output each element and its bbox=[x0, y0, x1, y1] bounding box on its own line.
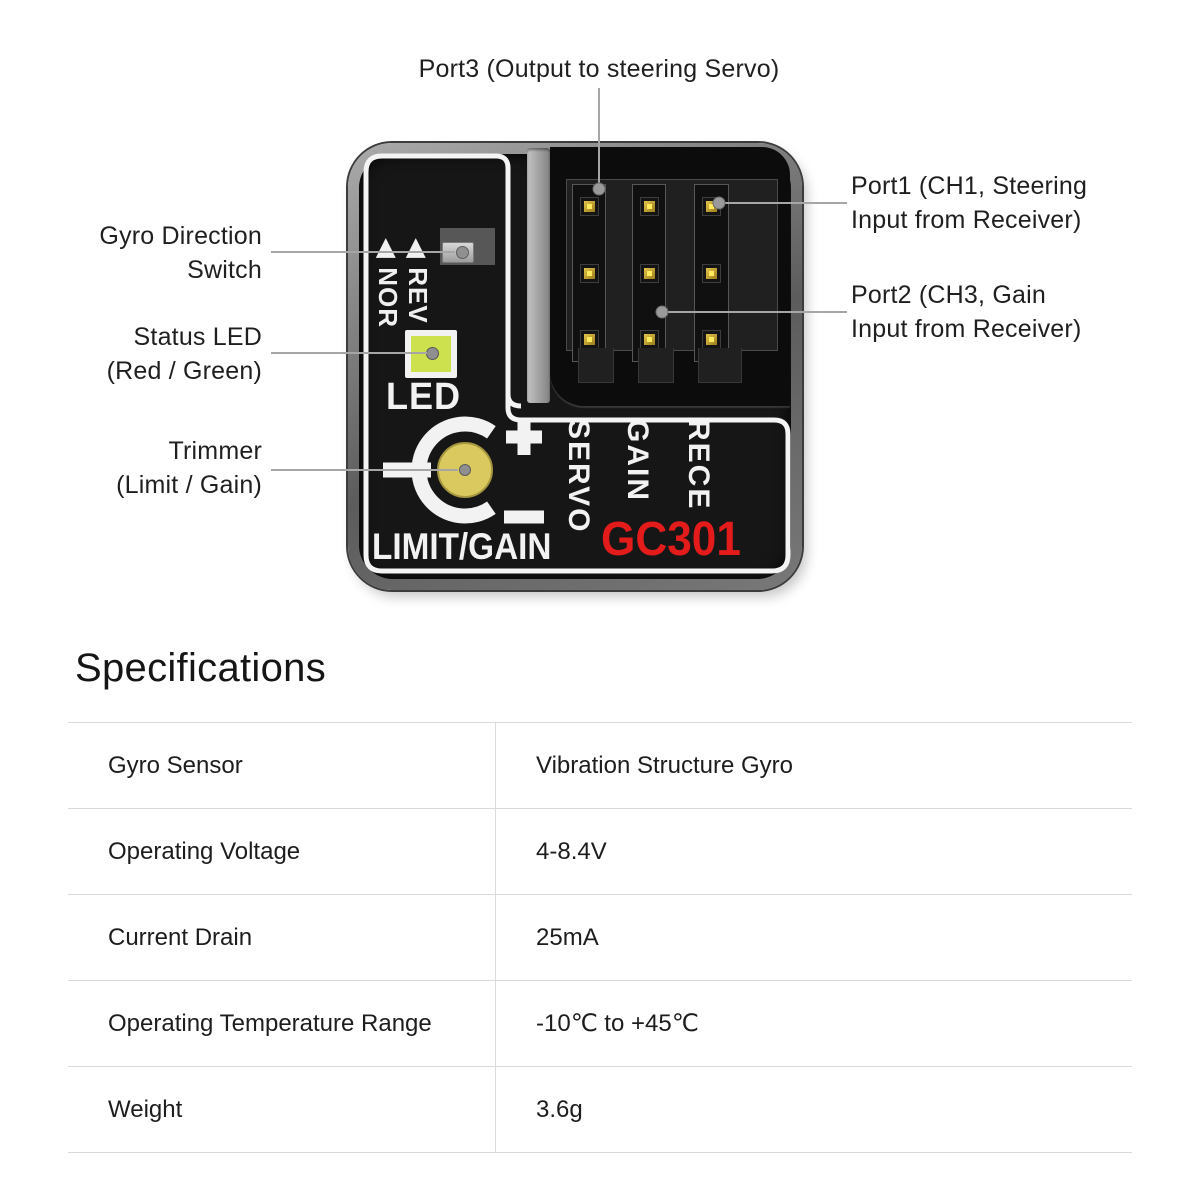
pin bbox=[703, 265, 720, 282]
spec-value: -10℃ to +45℃ bbox=[495, 981, 1132, 1066]
connector-slot-port1 bbox=[694, 184, 729, 362]
connector-slot-port2 bbox=[632, 184, 666, 362]
trimmer-label-line1: Trimmer bbox=[168, 437, 262, 465]
port1-label bbox=[851, 169, 1087, 237]
spec-value: 25mA bbox=[495, 895, 1132, 980]
table-row bbox=[68, 980, 1132, 1066]
port3-label: Port3 (Output to steering Servo) bbox=[418, 55, 780, 83]
limit-gain-marking: LIMIT/GAIN bbox=[372, 526, 552, 567]
spec-label: Current Drain bbox=[108, 923, 253, 951]
pin bbox=[641, 331, 658, 348]
switch-knob-dot bbox=[456, 246, 469, 259]
table-row bbox=[68, 1066, 1132, 1153]
spec-label: Operating Temperature Range bbox=[108, 1009, 432, 1037]
pin bbox=[641, 265, 658, 282]
port1-label-line1: Port1 (CH1, Steering bbox=[851, 172, 1088, 200]
status-led-dot bbox=[426, 347, 439, 360]
pin bbox=[641, 198, 658, 215]
connector-tab bbox=[638, 348, 674, 383]
status-led-label-line2: (Red / Green) bbox=[106, 357, 262, 385]
table-row bbox=[68, 808, 1132, 894]
servo-port-marking: SERVO bbox=[562, 419, 595, 534]
pin bbox=[581, 198, 598, 215]
switch-direction-markings bbox=[373, 238, 433, 348]
gyro-switch-label-line1: Gyro Direction bbox=[99, 222, 262, 250]
spec-label: Weight bbox=[108, 1095, 183, 1123]
spec-label: Operating Voltage bbox=[108, 837, 301, 865]
spec-value: Vibration Structure Gyro bbox=[495, 723, 1132, 808]
pin bbox=[581, 265, 598, 282]
table-row bbox=[68, 722, 1132, 808]
port1-label-line2: Input from Receiver) bbox=[851, 206, 1082, 234]
spec-label: Gyro Sensor bbox=[108, 751, 243, 779]
connector-tab bbox=[698, 348, 742, 383]
recess-side-band bbox=[527, 148, 550, 403]
model-number-marking: GC301 bbox=[601, 513, 741, 566]
connector-tab bbox=[578, 348, 614, 383]
spec-value: 3.6g bbox=[495, 1067, 1132, 1152]
trimmer-label-line2: (Limit / Gain) bbox=[116, 471, 262, 499]
pin bbox=[703, 198, 720, 215]
port2-label-line1: Port2 (CH3, Gain bbox=[851, 281, 1046, 309]
gyro-switch-label-line2: Switch bbox=[187, 256, 262, 284]
trimmer-label bbox=[116, 434, 262, 502]
port2-label bbox=[851, 278, 1081, 346]
table-row bbox=[68, 894, 1132, 980]
spec-value: 4-8.4V bbox=[495, 809, 1132, 894]
status-led-label bbox=[107, 320, 262, 388]
status-led-label-line1: Status LED bbox=[133, 323, 262, 351]
pin bbox=[581, 331, 598, 348]
rev-marking: ◀ REV bbox=[403, 238, 433, 324]
rece-port-marking: RECE bbox=[682, 419, 715, 511]
port2-label-line2: Input from Receiver) bbox=[851, 315, 1082, 343]
led-marking: LED bbox=[386, 376, 462, 418]
specifications-table bbox=[68, 722, 1132, 1153]
gain-port-marking: GAIN bbox=[621, 419, 654, 502]
pin bbox=[703, 331, 720, 348]
specifications-heading: Specifications bbox=[75, 646, 326, 690]
nor-marking: ◀ NOR bbox=[373, 238, 403, 328]
connector-slot-port3 bbox=[572, 184, 606, 362]
gyro-switch-label bbox=[99, 219, 262, 287]
